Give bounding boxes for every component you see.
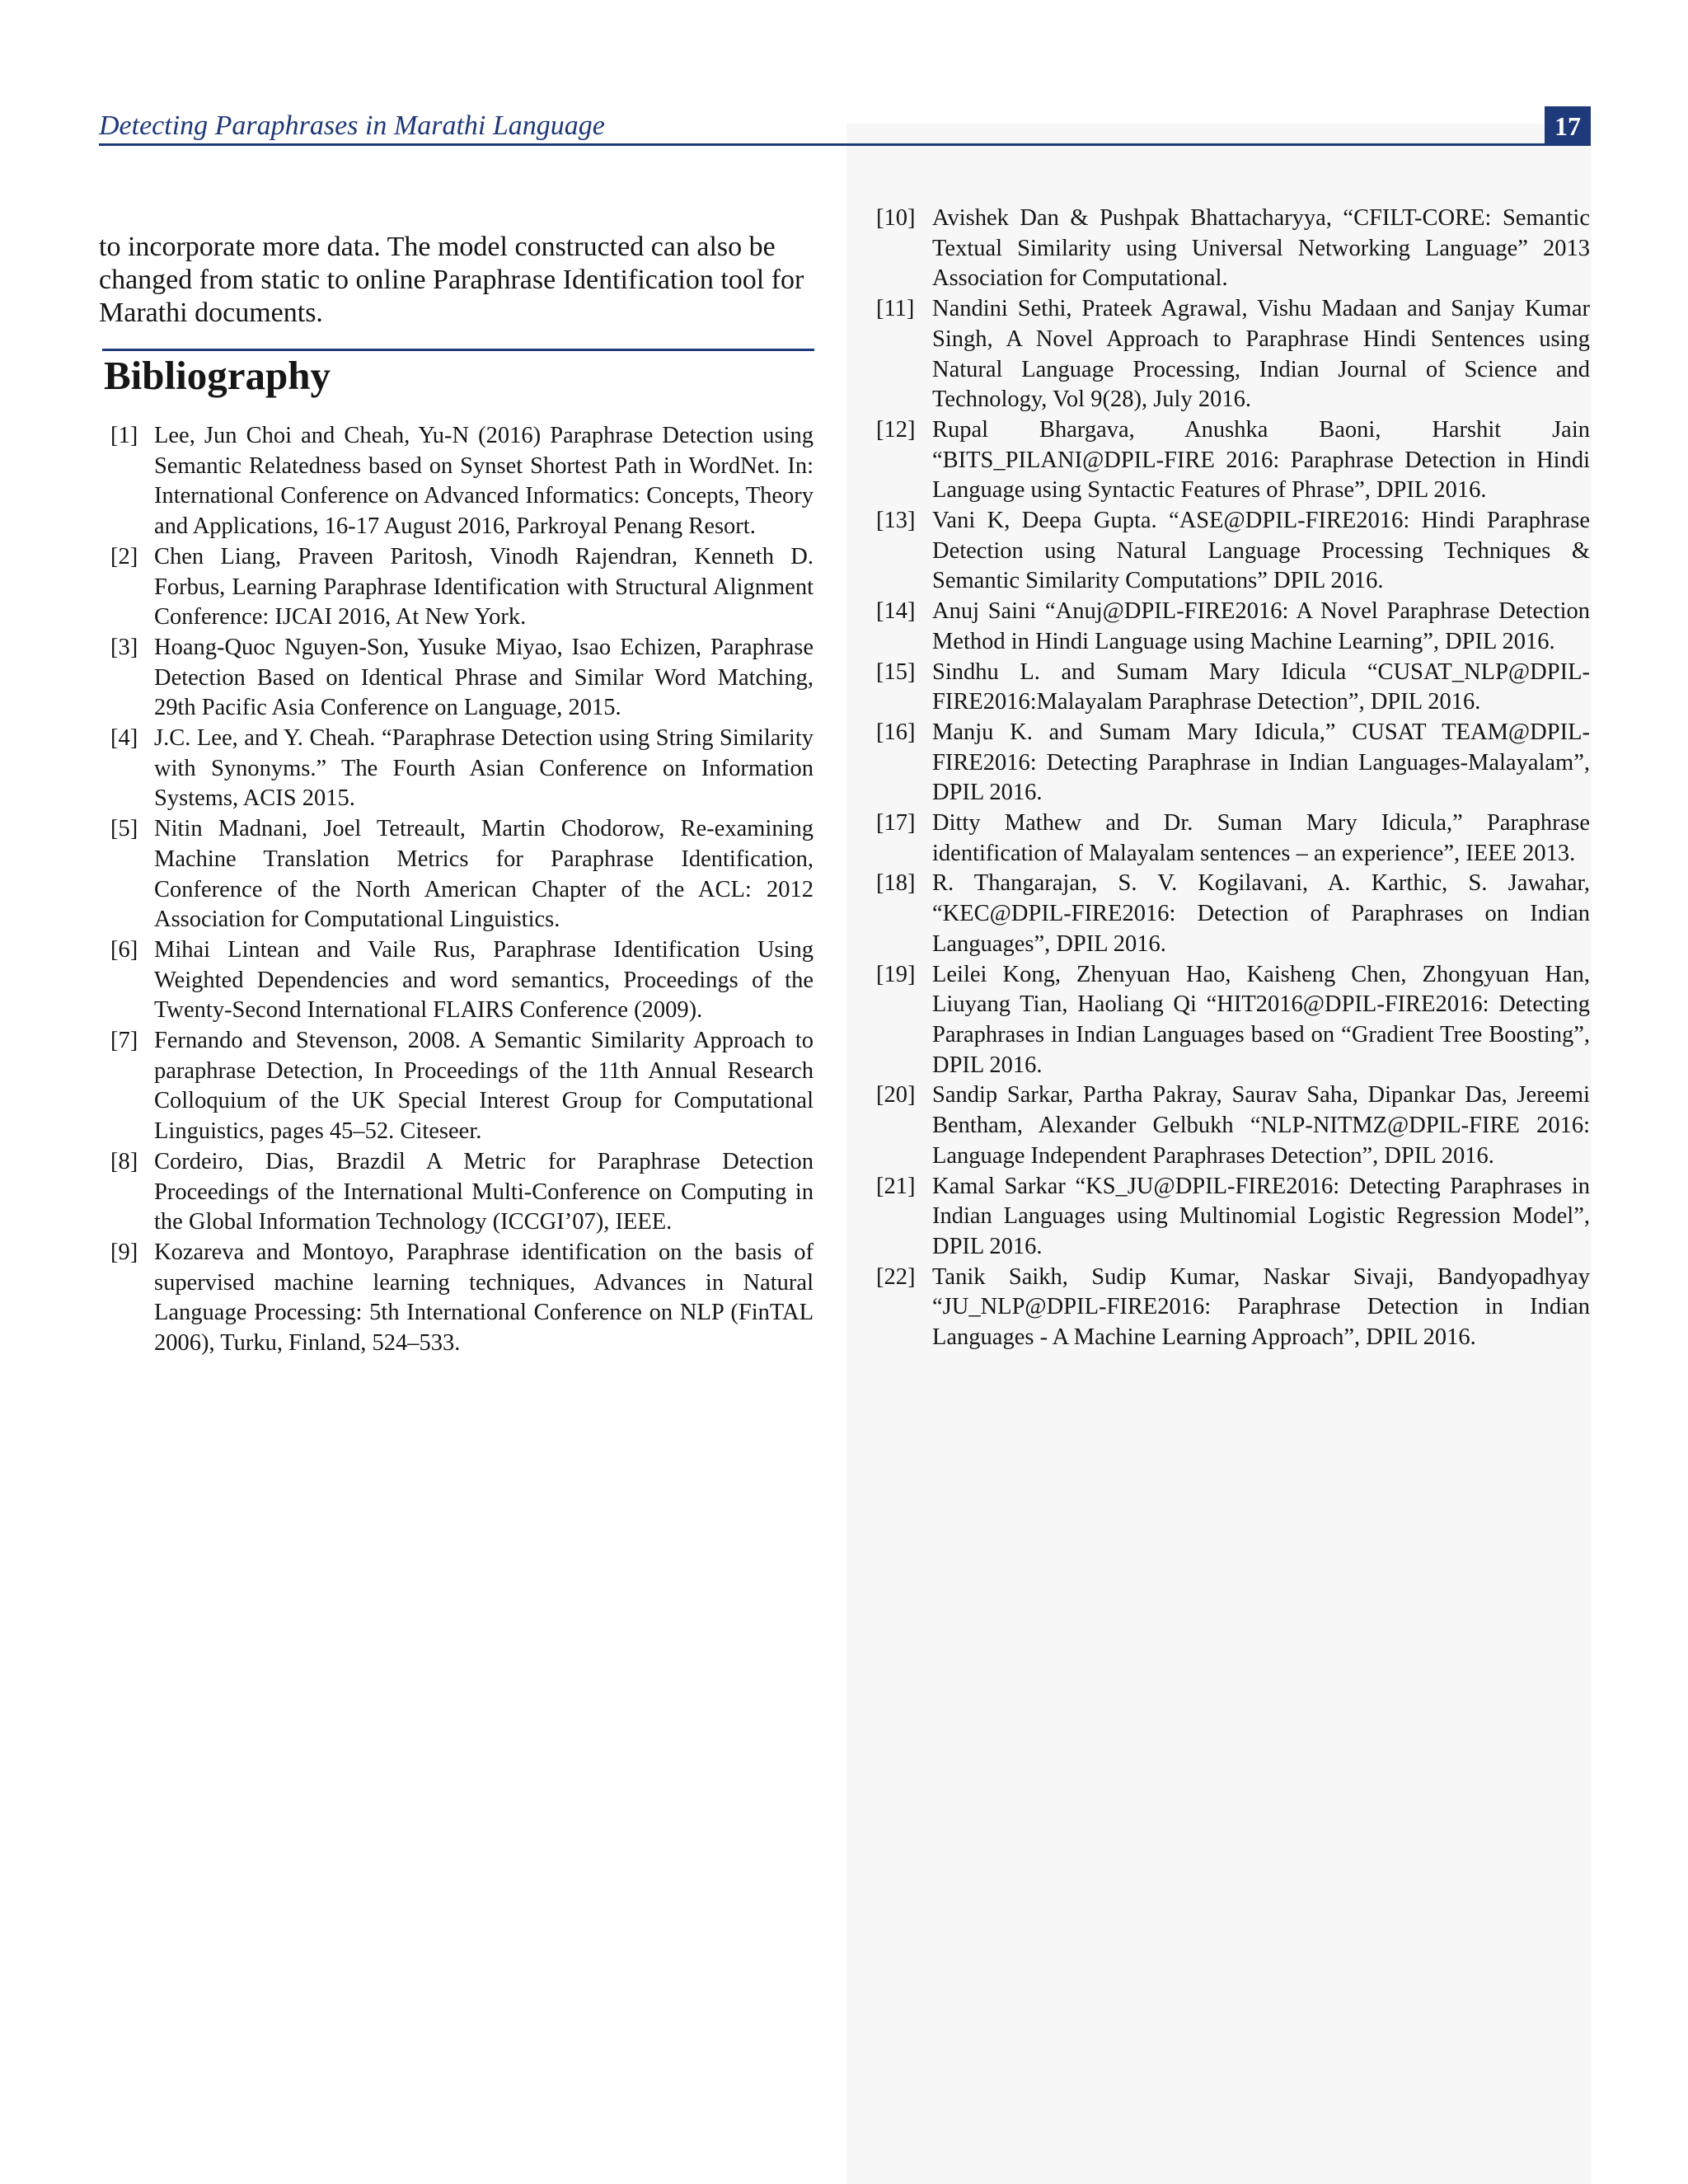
intro-paragraph: to incorporate more data. The model constructed can also be changed from static to online Paraphrase Identification tool for Marathi documents.: [99, 232, 804, 328]
reference-item: [876, 808, 1590, 869]
reference-number: [6]: [110, 936, 138, 963]
reference-item: [876, 869, 1590, 959]
reference-item: [110, 633, 814, 724]
reference-text: Ditty Mathew and Dr. Suman Mary Idicula,” Paraphrase identification of Malayalam sentences – an experience”, IEEE 2013.: [932, 810, 1590, 866]
reference-text: Kamal Sarkar “KS_JU@DPIL-FIRE2016: Detecting Paraphrases in Indian Languages using Multinomial Logistic Regression Model”, DPIL 2016.: [932, 1173, 1590, 1259]
reference-text: Nitin Madnani, Joel Tetreault, Martin Chodorow, Re-examining Machine Translation Metrics for Paraphrase Identification, Conference of the North American Chapter of the ACL: 2012 Association for Computational Linguistics.: [154, 816, 814, 933]
reference-item: [876, 1172, 1590, 1263]
reference-number: [21]: [876, 1173, 916, 1199]
reference-text: Chen Liang, Praveen Paritosh, Vinodh Rajendran, Kenneth D. Forbus, Learning Paraphrase Identification with Structural Alignment Conference: IJCAI 2016, At New York.: [154, 543, 814, 630]
reference-item: [876, 415, 1590, 506]
reference-item: [110, 724, 814, 814]
reference-number: [13]: [876, 508, 916, 534]
reference-text: Sandip Sarkar, Partha Pakray, Saurav Saha, Dipankar Das, Jereemi Bentham, Alexander Gelbukh “NLP-NITMZ@DPIL-FIRE 2016: Language Independent Paraphrases Detection”, DPIL 2016.: [932, 1082, 1590, 1169]
reference-number: [18]: [876, 870, 916, 897]
reference-text: Lee, Jun Choi and Cheah, Yu-N (2016) Paraphrase Detection using Semantic Relatedness based on Synset Shortest Path in WordNet. In: International Conference on Advanced Informatics: Concepts, Theory and Applications, 16-17 August 2016, Parkroyal Penang Resort.: [154, 423, 814, 540]
reference-number: [16]: [876, 719, 916, 745]
reference-item: [876, 960, 1590, 1081]
reference-item: [876, 597, 1590, 657]
reference-text: J.C. Lee, and Y. Cheah. “Paraphrase Detection using String Similarity with Synonyms.” The Fourth Asian Conference on Information Systems, ACIS 2015.: [154, 725, 814, 812]
reference-number: [8]: [110, 1148, 138, 1174]
reference-item: [110, 542, 814, 633]
page-number: 17: [1545, 106, 1591, 146]
reference-number: [11]: [876, 296, 915, 322]
reference-number: [20]: [876, 1082, 916, 1108]
reference-text: Kozareva and Montoyo, Paraphrase identification on the basis of supervised machine learning techniques, Advances in Natural Language Processing: 5th International Conference on NLP (FinTAL 2006), Turku, Finland, 524–533.: [154, 1239, 814, 1357]
reference-number: [15]: [876, 658, 916, 685]
reference-item: [110, 1026, 814, 1147]
bibliography-rule: [102, 349, 814, 351]
reference-text: Nandini Sethi, Prateek Agrawal, Vishu Madaan and Sanjay Kumar Singh, A Novel Approach to Paraphrase Hindi Sentences using Natural Language Processing, Indian Journal of Science and Technology, Vol 9(28), July 2016.: [932, 296, 1590, 413]
reference-item: [876, 1263, 1590, 1353]
reference-number: [22]: [876, 1263, 916, 1290]
reference-text: Fernando and Stevenson, 2008. A Semantic Similarity Approach to paraphrase Detection, In Proceedings of the 11th Annual Research Colloquium of the UK Special Interest Group for Computational Linguistics, pages 45–52. Citeseer.: [154, 1028, 814, 1145]
reference-text: Hoang-Quoc Nguyen-Son, Yusuke Miyao, Isao Echizen, Paraphrase Detection Based on Identical Phrase and Similar Word Matching, 29th Pacific Asia Conference on Language, 2015.: [154, 634, 814, 721]
reference-item: [110, 1238, 814, 1359]
reference-number: [17]: [876, 810, 916, 837]
reference-number: [4]: [110, 725, 138, 752]
reference-text: Vani K, Deepa Gupta. “ASE@DPIL-FIRE2016: Hindi Paraphrase Detection using Natural Language Processing Techniques & Semantic Similarity Computations” DPIL 2016.: [932, 508, 1590, 594]
running-header-title: Detecting Paraphrases in Marathi Language: [99, 110, 605, 141]
reference-text: Tanik Saikh, Sudip Kumar, Naskar Sivaji, Bandyopadhyay “JU_NLP@DPIL-FIRE2016: Paraphrase Detection in Indian Languages - A Machine Learning Approach”, DPIL 2016.: [932, 1263, 1590, 1351]
reference-item: [876, 204, 1590, 294]
reference-number: [5]: [110, 816, 138, 842]
reference-number: [3]: [110, 634, 138, 660]
reference-item: [876, 506, 1590, 597]
reference-number: [14]: [876, 598, 916, 625]
reference-number: [10]: [876, 205, 916, 231]
reference-number: [12]: [876, 416, 916, 443]
reference-item: [110, 814, 814, 935]
reference-text: Rupal Bhargava, Anushka Baoni, Harshit Jain “BITS_PILANI@DPIL-FIRE 2016: Paraphrase Detection in Hindi Language using Syntactic Features of Phrase”, DPIL 2016.: [932, 416, 1590, 504]
bibliography-heading: Bibliography: [104, 353, 331, 398]
reference-item: [876, 294, 1590, 415]
reference-number: [19]: [876, 961, 916, 987]
reference-number: [7]: [110, 1028, 138, 1054]
reference-item: [110, 1147, 814, 1238]
reference-list-right: [876, 204, 1590, 1353]
reference-item: [876, 718, 1590, 808]
reference-text: Cordeiro, Dias, Brazdil A Metric for Paraphrase Detection Proceedings of the International Multi-Conference on Computing in the Global Information Technology (ICCGI’07), IEEE.: [154, 1148, 814, 1235]
reference-text: R. Thangarajan, S. V. Kogilavani, A. Karthic, S. Jawahar, “KEC@DPIL-FIRE2016: Detection of Paraphrases on Indian Languages”, DPIL 2016.: [932, 870, 1590, 957]
reference-text: Avishek Dan & Pushpak Bhattacharyya, “CFILT-CORE: Semantic Textual Similarity using Universal Networking Language” 2013 Association for Computational.: [932, 205, 1590, 292]
reference-item: [110, 421, 814, 542]
reference-text: Mihai Lintean and Vaile Rus, Paraphrase Identification Using Weighted Dependencies and word semantics, Proceedings of the Twenty-Second International FLAIRS Conference (2009).: [154, 936, 814, 1024]
reference-number: [1]: [110, 423, 138, 448]
reference-text: Leilei Kong, Zhenyuan Hao, Kaisheng Chen, Zhongyuan Han, Liuyang Tian, Haoliang Qi “HIT2016@DPIL-FIRE2016: Detecting Paraphrases in Indian Languages based on “Gradient Tree Boosting”, DPIL 2016.: [932, 961, 1590, 1078]
running-header: [99, 104, 1591, 146]
reference-text: Manju K. and Sumam Mary Idicula,” CUSAT TEAM@DPIL-FIRE2016: Detecting Paraphrase in Indian Languages-Malayalam”, DPIL 2016.: [932, 719, 1590, 806]
reference-list-left: [110, 421, 814, 1359]
reference-text: Sindhu L. and Sumam Mary Idicula “CUSAT_NLP@DPIL-FIRE2016:Malayalam Paraphrase Detection”, DPIL 2016.: [932, 658, 1590, 715]
reference-number: [2]: [110, 543, 138, 569]
reference-item: [876, 1080, 1590, 1171]
reference-item: [110, 935, 814, 1026]
reference-item: [876, 658, 1590, 718]
reference-text: Anuj Saini “Anuj@DPIL-FIRE2016: A Novel Paraphrase Detection Method in Hindi Language using Machine Learning”, DPIL 2016.: [932, 598, 1590, 654]
reference-number: [9]: [110, 1239, 138, 1265]
